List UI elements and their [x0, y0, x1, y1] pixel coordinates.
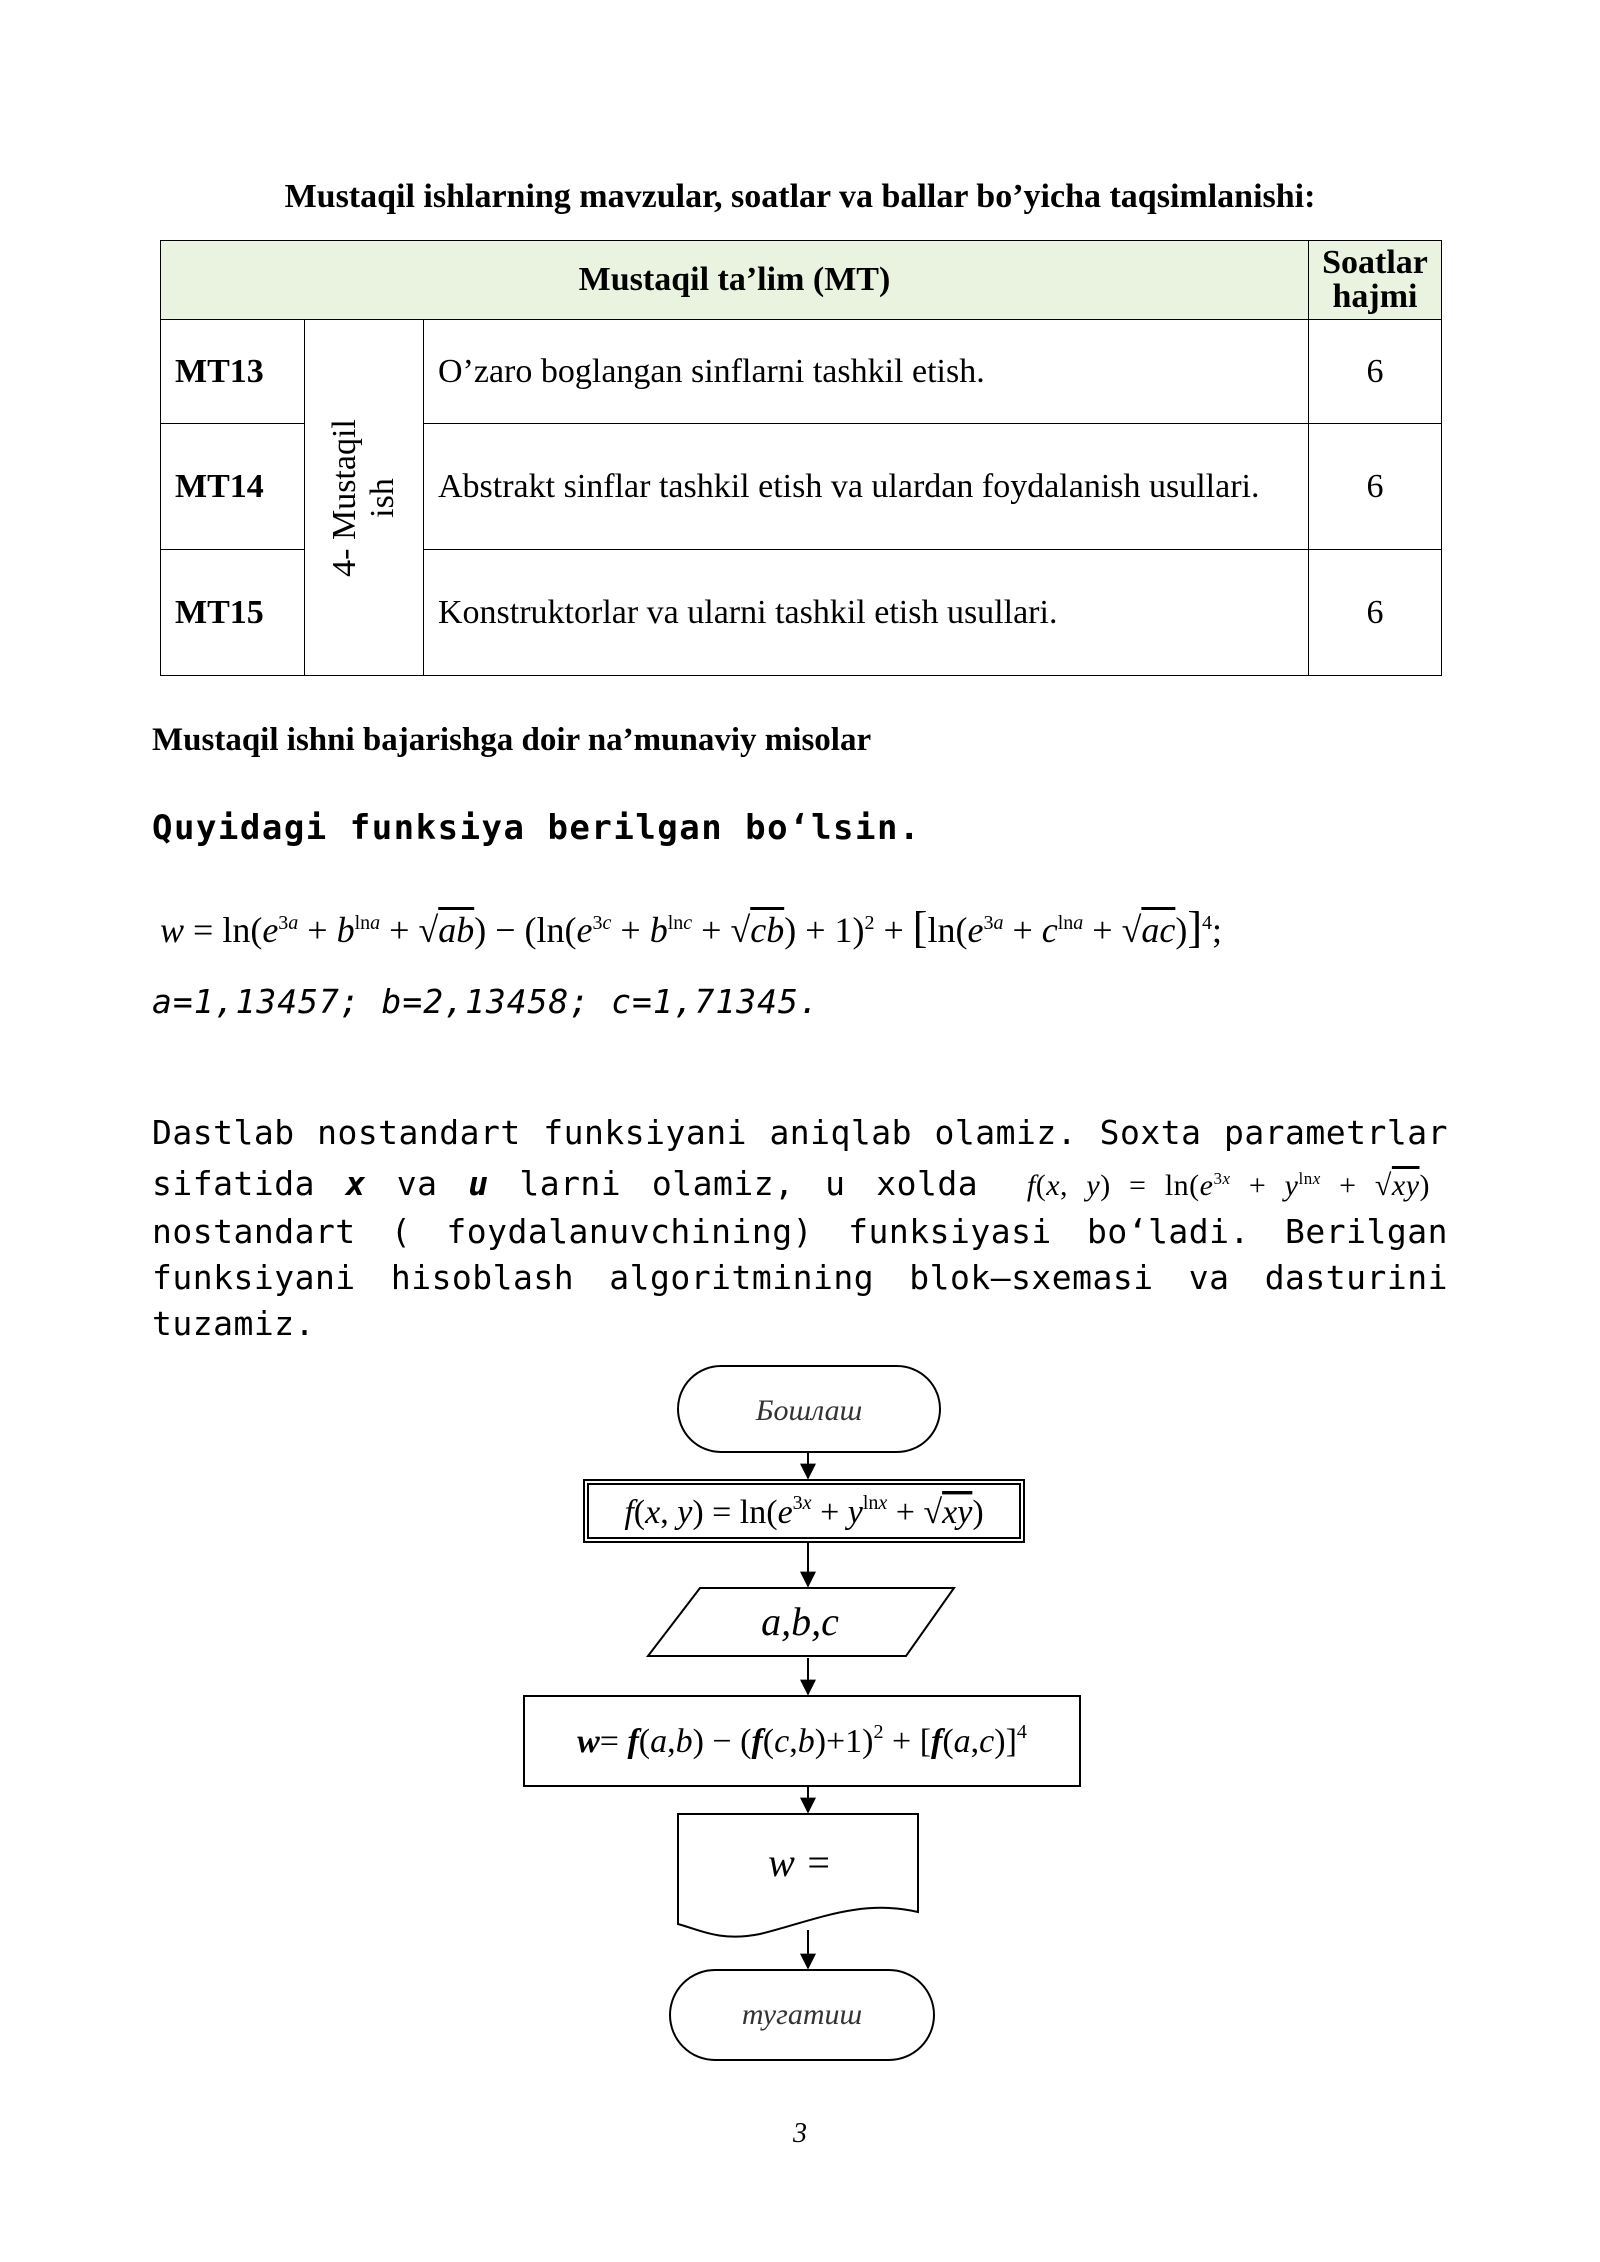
row-hours: 6	[1309, 424, 1442, 550]
header-hours-line2: hajmi	[1332, 278, 1418, 315]
inline-formula: f(x, $y) = \ln(e^{3x} + y^{lnx} + √xy)$	[1026, 1169, 1431, 1202]
row-topic: Konstruktorlar va ularni tashkil etish usullari.	[424, 550, 1309, 676]
row-topic: Abstrakt sinflar tashkil etish va ulardan foydalanish usullari.	[424, 424, 1309, 550]
function-definition-label: f(x, $y) = \ln(e^{3x} + y^{lnx} + √xy)$	[624, 1492, 984, 1531]
subheading-examples: Mustaqil ishni bajarishga doir na’munaviy misolar	[152, 722, 872, 758]
start-label: Бошлаш	[755, 1394, 863, 1427]
group-label-line2: ish	[364, 477, 401, 518]
row-code: MT14	[161, 424, 305, 550]
page-number: 3	[793, 2118, 807, 2149]
row-hours: 6	[1309, 550, 1442, 676]
header-hours-line1: Soatlar	[1322, 244, 1428, 281]
para-part3: larni olamiz, u xolda	[488, 1164, 1009, 1203]
para-part2: va	[366, 1164, 469, 1203]
var-x: x	[345, 1164, 367, 1203]
input-label: a,b,c	[761, 1599, 839, 1644]
row-topic: O’zaro boglangan sinflarni tashkil etish.	[424, 320, 1309, 424]
compute-label: $w= f(a,b) - (f(c,b)+1)^2 + [f(a,c)]^4$	[577, 1721, 1027, 1760]
para-part4: nostandart ( foydalanuvchining) funksiyasi bo‘ladi. Berilgan funksiyani hisoblash algoritmining blok–sxemasi va dasturini tuzamiz.	[152, 1212, 1448, 1343]
output-label: w =	[768, 1840, 832, 1885]
page-title: Mustaqil ishlarning mavzular, soatlar va ballar bo’yicha taqsimlanishi:	[284, 178, 1316, 215]
header-main: Mustaqil ta’lim (MT)	[161, 241, 1309, 320]
group-label-line1: 4- Mustaqil	[326, 418, 363, 577]
row-code: MT13	[161, 320, 305, 424]
main-formula: $w = \ln(e^{3a} + b^{lna} + √ab) - (\ln(e^{3c} + b^{lnc} + √cb) + 1)^2 + [\ln(e^{3a} + c^{lna} + √ac)]^4$;	[160, 903, 1223, 952]
subheading-function: Quyidagi funksiya berilgan bo‘lsin.	[152, 808, 921, 848]
para-part1: Dastlab nostandart funksiyani aniqlab olamiz. Soxta parametrlar sifatida	[152, 1113, 1448, 1203]
row-hours: 6	[1309, 320, 1442, 424]
end-label: тугатиш	[741, 1998, 863, 2031]
var-u: u	[468, 1164, 489, 1203]
parameter-values: a=1,13457; b=2,13458; c=1,71345.	[152, 982, 820, 1021]
row-code: MT15	[161, 550, 305, 676]
